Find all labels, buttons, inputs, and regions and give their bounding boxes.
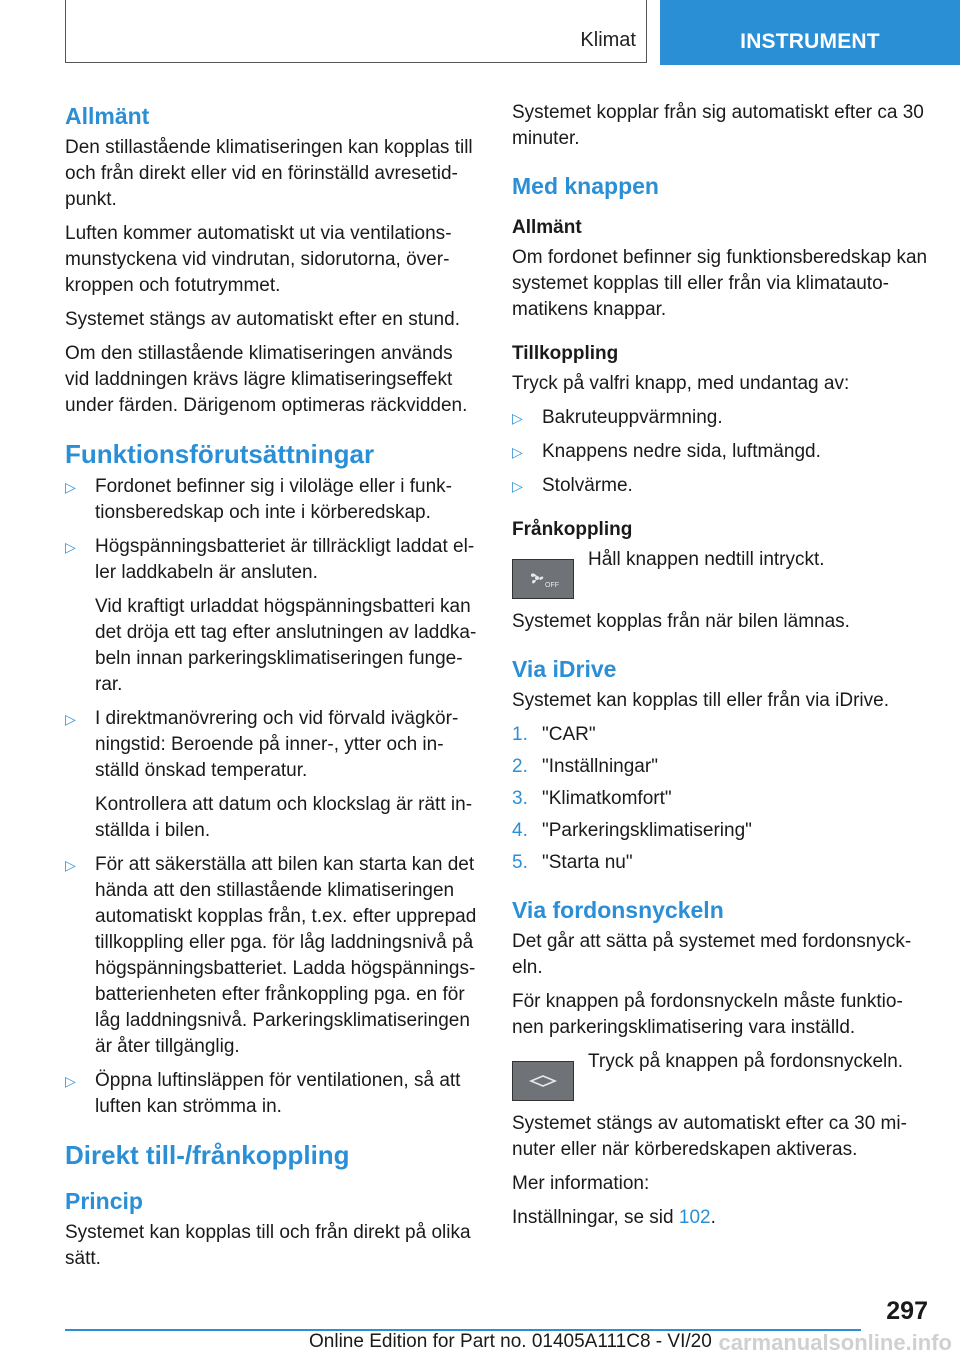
right-column xyxy=(512,100,928,1239)
list-item-text: Fordonet befinner sig i viloläge eller i funktionsberedskap och inte i körberedskap. xyxy=(95,476,452,523)
list-item xyxy=(512,405,928,431)
footer-edition: Online Edition for Part no. 01405A111C8 - VI/20 xyxy=(309,1331,712,1352)
list-item-text: För att säkerställa att bilen kan starta kan det hända att den stillastående klimatiseringen automatiskt kopplas från, t.ex. efter upprepad tillkoppling eller pga. för låg laddningsnivå på högspänningsbatteriet. Ladda högspänningsbatterienheten efter frånkoppling pga. en för låg laddningsnivå. Parkeringsklimatiseringen är åter tillgänglig. xyxy=(95,854,477,1057)
allmant-paragraph-4: Om den stillastående klimatiseringen används vid laddningen krävs lägre klimatiseringseffekt under färden. Därigenom optimeras räckvidden. xyxy=(65,343,468,416)
frankoppling-paragraph: Systemet kopplas från när bilen lämnas. xyxy=(512,611,850,632)
allmant-paragraph-3: Systemet stängs av automatiskt efter en stund. xyxy=(65,309,460,330)
cross-reference xyxy=(512,1205,928,1231)
idrive-steps xyxy=(512,722,928,876)
cross-reference-prefix: Inställningar, se sid xyxy=(512,1207,679,1228)
step-number: 3. xyxy=(512,788,528,809)
triangle-bullet-icon: ▷ xyxy=(65,857,76,873)
list-item xyxy=(512,818,928,844)
heading-funktionsforutsattningar: Funktionsförutsättningar xyxy=(65,439,375,469)
list-item-subtext: Vid kraftigt urladdat högspänningsbatteri kan det dröja ett tag efter anslutningen av laddkabeln innan parkeringsklimatiseringen fungerar. xyxy=(95,596,477,695)
intro-paragraph: Systemet kopplar från sig automatiskt efter ca 30 minuter. xyxy=(512,102,924,149)
list-item xyxy=(65,534,477,698)
step-number: 4. xyxy=(512,820,528,841)
watermark: carmanualsonline.info xyxy=(718,1330,952,1355)
heading-direkt-koppling: Direkt till-/frånkoppling xyxy=(65,1140,350,1170)
allmant-paragraph-1: Den stillastående klimatiseringen kan kopplas till och från direkt eller vid en förinställd avresetidpunkt. xyxy=(65,137,473,210)
step-text: "Starta nu" xyxy=(542,852,633,873)
step-number: 1. xyxy=(512,724,528,745)
heading-allmant: Allmänt xyxy=(65,103,150,129)
header-frame xyxy=(65,0,647,63)
page-number: 297 xyxy=(886,1297,928,1325)
allmant-paragraph-2: Luften kommer automatiskt ut via ventilationsmunstyckena vid vindrutan, sidorutorna, överkroppen och fotutrymmet. xyxy=(65,223,452,296)
nyckel-instruction: Tryck på knappen på fordonsnyckeln. xyxy=(588,1051,904,1072)
more-info-label: Mer information: xyxy=(512,1173,650,1194)
list-item xyxy=(512,473,928,499)
step-number: 2. xyxy=(512,756,528,777)
left-column xyxy=(65,100,477,1280)
list-item xyxy=(65,474,477,526)
triangle-bullet-icon: ▷ xyxy=(512,444,523,460)
subheading-allmant: Allmänt xyxy=(512,217,582,238)
off-label: OFF xyxy=(545,582,559,589)
list-item xyxy=(512,850,928,876)
list-item-text: Bakruteuppvärmning. xyxy=(542,407,723,428)
diamond-icon xyxy=(512,1061,574,1101)
step-text: "Inställningar" xyxy=(542,756,658,777)
frankoppling-instruction: Håll knappen nedtill intryckt. xyxy=(588,549,825,570)
list-item xyxy=(65,706,477,844)
nyckel-button-row xyxy=(512,1049,928,1101)
list-item-text: Knappens nedre sida, luftmängd. xyxy=(542,441,821,462)
step-text: "CAR" xyxy=(542,724,596,745)
subheading-tillkoppling: Tillkoppling xyxy=(512,343,619,364)
heading-med-knappen: Med knappen xyxy=(512,173,659,199)
tillkoppling-paragraph: Tryck på valfri knapp, med undantag av: xyxy=(512,373,850,394)
heading-via-fordonsnyckeln: Via fordonsnyckeln xyxy=(512,897,724,923)
triangle-bullet-icon: ▷ xyxy=(65,479,76,495)
list-item-text: Stolvärme. xyxy=(542,475,633,496)
list-item-text: I direktmanövrering och vid förvald ivägkörningstid: Beroende på inner-, ytter och inställd önskad temperatur. xyxy=(95,708,459,781)
fan-off-icon xyxy=(512,559,574,599)
heading-princip: Princip xyxy=(65,1188,143,1214)
idrive-paragraph: Systemet kan kopplas till eller från via iDrive. xyxy=(512,690,889,711)
triangle-bullet-icon: ▷ xyxy=(512,478,523,494)
triangle-bullet-icon: ▷ xyxy=(512,410,523,426)
triangle-bullet-icon: ▷ xyxy=(65,1073,76,1089)
list-item xyxy=(512,786,928,812)
list-item-subtext: Kontrollera att datum och klockslag är rätt inställda i bilen. xyxy=(95,794,473,841)
step-text: "Parkeringsklimatisering" xyxy=(542,820,752,841)
nyckel-paragraph-3: Systemet stängs av automatiskt efter ca 30 minuter eller när körberedskapen aktiveras. xyxy=(512,1113,907,1160)
subheading-frankoppling: Frånkoppling xyxy=(512,519,633,540)
step-number: 5. xyxy=(512,852,528,873)
triangle-bullet-icon: ▷ xyxy=(65,711,76,727)
frankoppling-button-row xyxy=(512,547,928,599)
nyckel-paragraph-2: För knappen på fordonsnyckeln måste funktionen parkeringsklimatisering vara inställd. xyxy=(512,991,903,1038)
list-item-text: Öppna luftinsläppen för ventilationen, så att luften kan strömma in. xyxy=(95,1070,461,1117)
heading-via-idrive: Via iDrive xyxy=(512,656,617,682)
nyckel-paragraph-1: Det går att sätta på systemet med fordonsnyckeln. xyxy=(512,931,912,978)
list-item xyxy=(65,1068,477,1120)
funk-list xyxy=(65,474,477,1120)
list-item xyxy=(65,852,477,1060)
list-item-text: Högspänningsbatteriet är tillräckligt laddat eller laddkabeln är ansluten. xyxy=(95,536,475,583)
list-item xyxy=(512,439,928,465)
step-text: "Klimatkomfort" xyxy=(542,788,672,809)
header-chapter-tab: INSTRUMENT xyxy=(660,0,960,65)
cross-reference-suffix: . xyxy=(710,1207,716,1228)
princip-paragraph: Systemet kan kopplas till och från direkt på olika sätt. xyxy=(65,1222,471,1269)
knappen-paragraph: Om fordonet befinner sig funktionsberedskap kan systemet kopplas till eller från via klimatautomatikens knappar. xyxy=(512,247,928,320)
tillkoppling-list xyxy=(512,405,928,499)
page-link[interactable]: 102 xyxy=(678,1207,711,1228)
triangle-bullet-icon: ▷ xyxy=(65,539,76,555)
list-item xyxy=(512,754,928,780)
list-item xyxy=(512,722,928,748)
header-section-title: Klimat xyxy=(580,29,636,51)
